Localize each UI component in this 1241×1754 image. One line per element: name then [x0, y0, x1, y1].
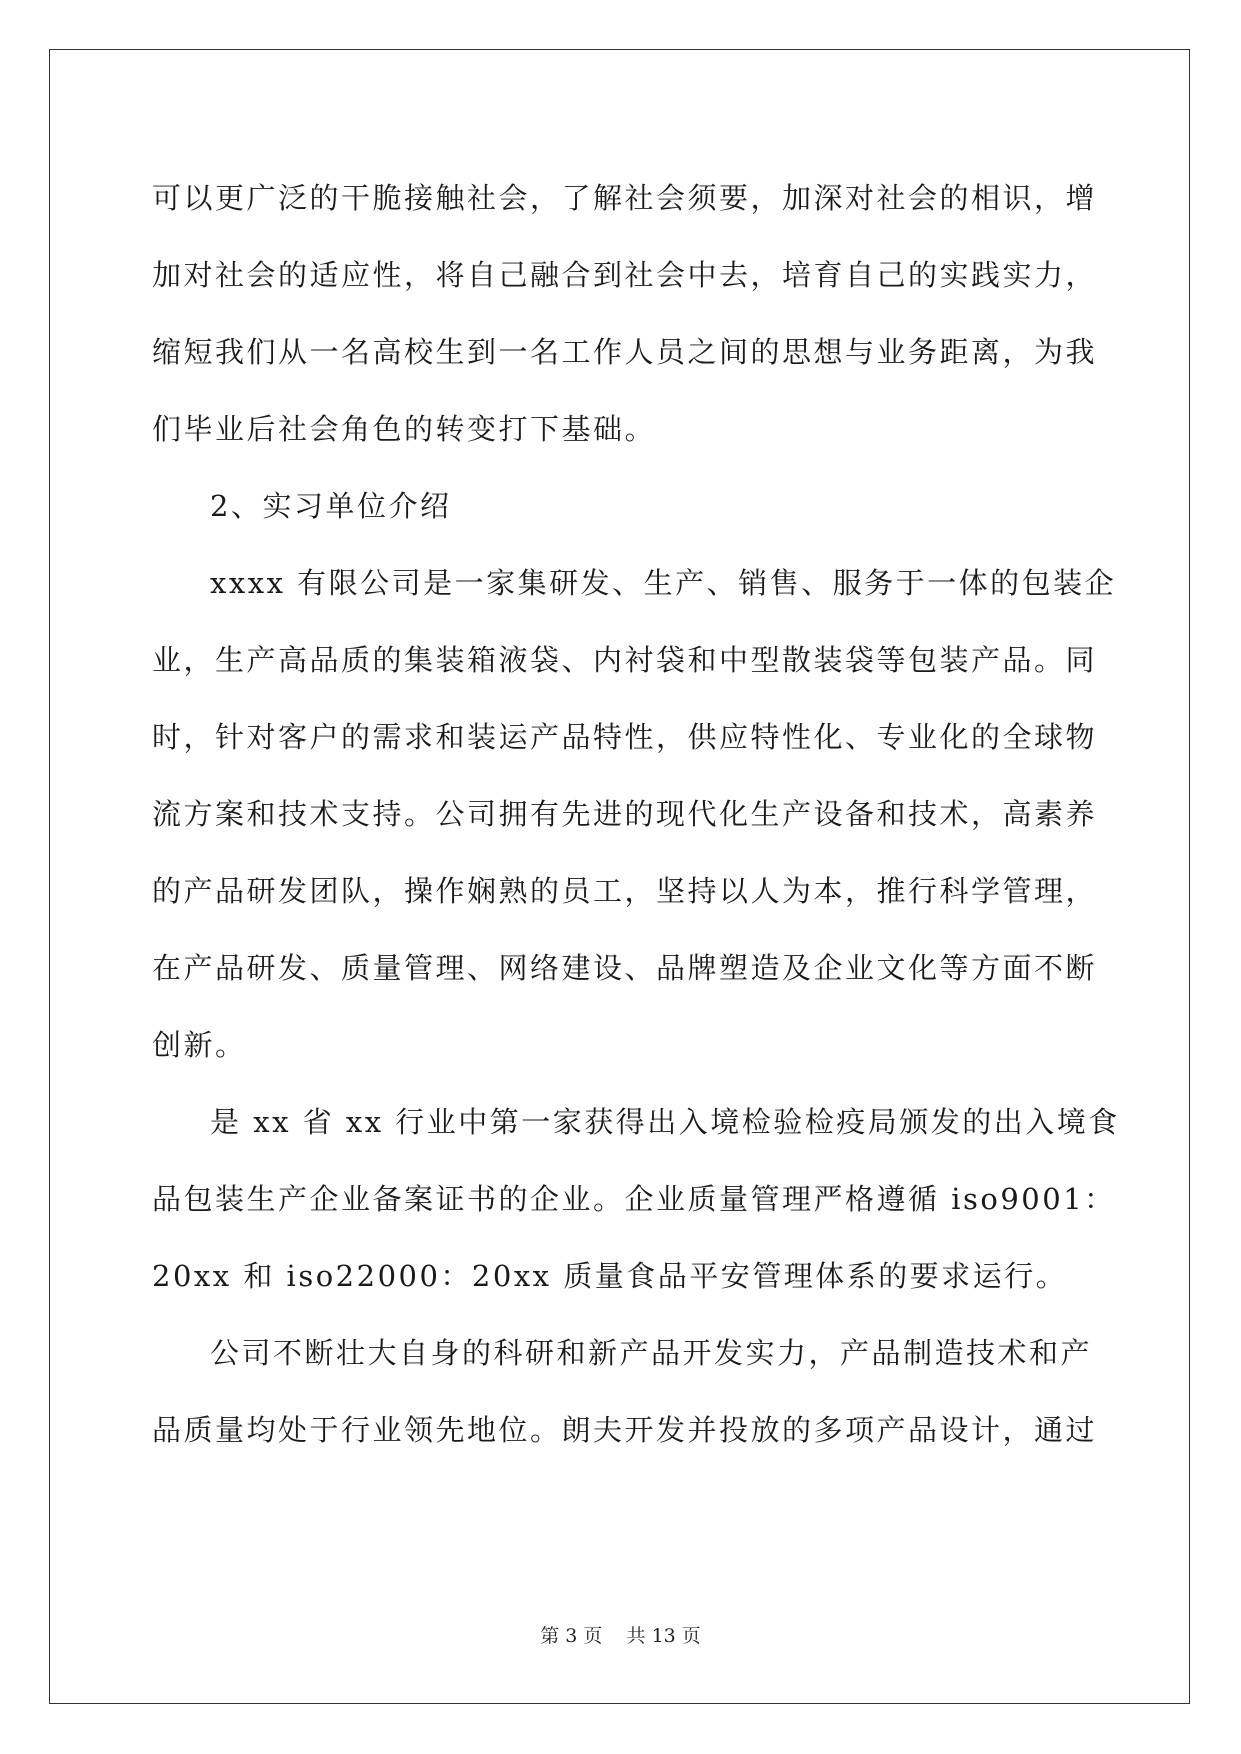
- text-line: 缩短我们从一名高校生到一名工作人员之间的思想与业务距离，为我: [152, 335, 1098, 369]
- document-body: [152, 160, 1120, 1469]
- page-number: 第 3 页: [540, 1625, 603, 1647]
- text-line: 流方案和技术支持。公司拥有先进的现代化生产设备和技术，高素养: [152, 797, 1098, 831]
- text-line: 们毕业后社会角色的转变打下基础。: [152, 412, 657, 446]
- text-line: 加对社会的适应性，将自己融合到社会中去，培育自己的实践实力，: [152, 258, 1098, 292]
- total-pages: 共 13 页: [626, 1625, 701, 1647]
- text-line: 品质量均处于行业领先地位。朗夫开发并投放的多项产品设计，通过: [152, 1413, 1098, 1447]
- page-footer: [0, 1621, 1241, 1648]
- text-line: 时，针对客户的需求和装运产品特性，供应特性化、专业化的全球物: [152, 720, 1098, 754]
- heading-text: 2、实习单位介绍: [210, 489, 452, 523]
- paragraph-research: [152, 1315, 1098, 1469]
- text-line: xxxx 有限公司是一家集研发、生产、销售、服务于一体的包装企: [210, 566, 1117, 600]
- text-line: 公司不断壮大自身的科研和新产品开发实力，产品制造技术和产: [210, 1336, 1093, 1370]
- text-line: 创新。: [152, 1028, 247, 1062]
- text-line: 在产品研发、质量管理、网络建设、品牌塑造及企业文化等方面不断: [152, 951, 1098, 985]
- text-line: 可以更广泛的干脆接触社会，了解社会须要，加深对社会的相识，增: [152, 181, 1098, 215]
- text-line: 品包装生产企业备案证书的企业。企业质量管理严格遵循 iso9001：: [152, 1182, 1116, 1216]
- paragraph-certification: [152, 1084, 1120, 1315]
- text-line: 是 xx 省 xx 行业中第一家获得出入境检验检疫局颁发的出入境食: [210, 1105, 1120, 1139]
- text-line: 业，生产高品质的集装箱液袋、内衬袋和中型散装袋等包装产品。同: [152, 643, 1098, 677]
- paragraph-intro-purpose: [152, 160, 1098, 468]
- text-line: 的产品研发团队，操作娴熟的员工，坚持以人为本，推行科学管理，: [152, 874, 1098, 908]
- section-heading: [152, 468, 1087, 545]
- paragraph-company-intro: [152, 545, 1117, 1084]
- text-line: 20xx 和 iso22000：20xx 质量食品平安管理体系的要求运行。: [152, 1259, 1068, 1293]
